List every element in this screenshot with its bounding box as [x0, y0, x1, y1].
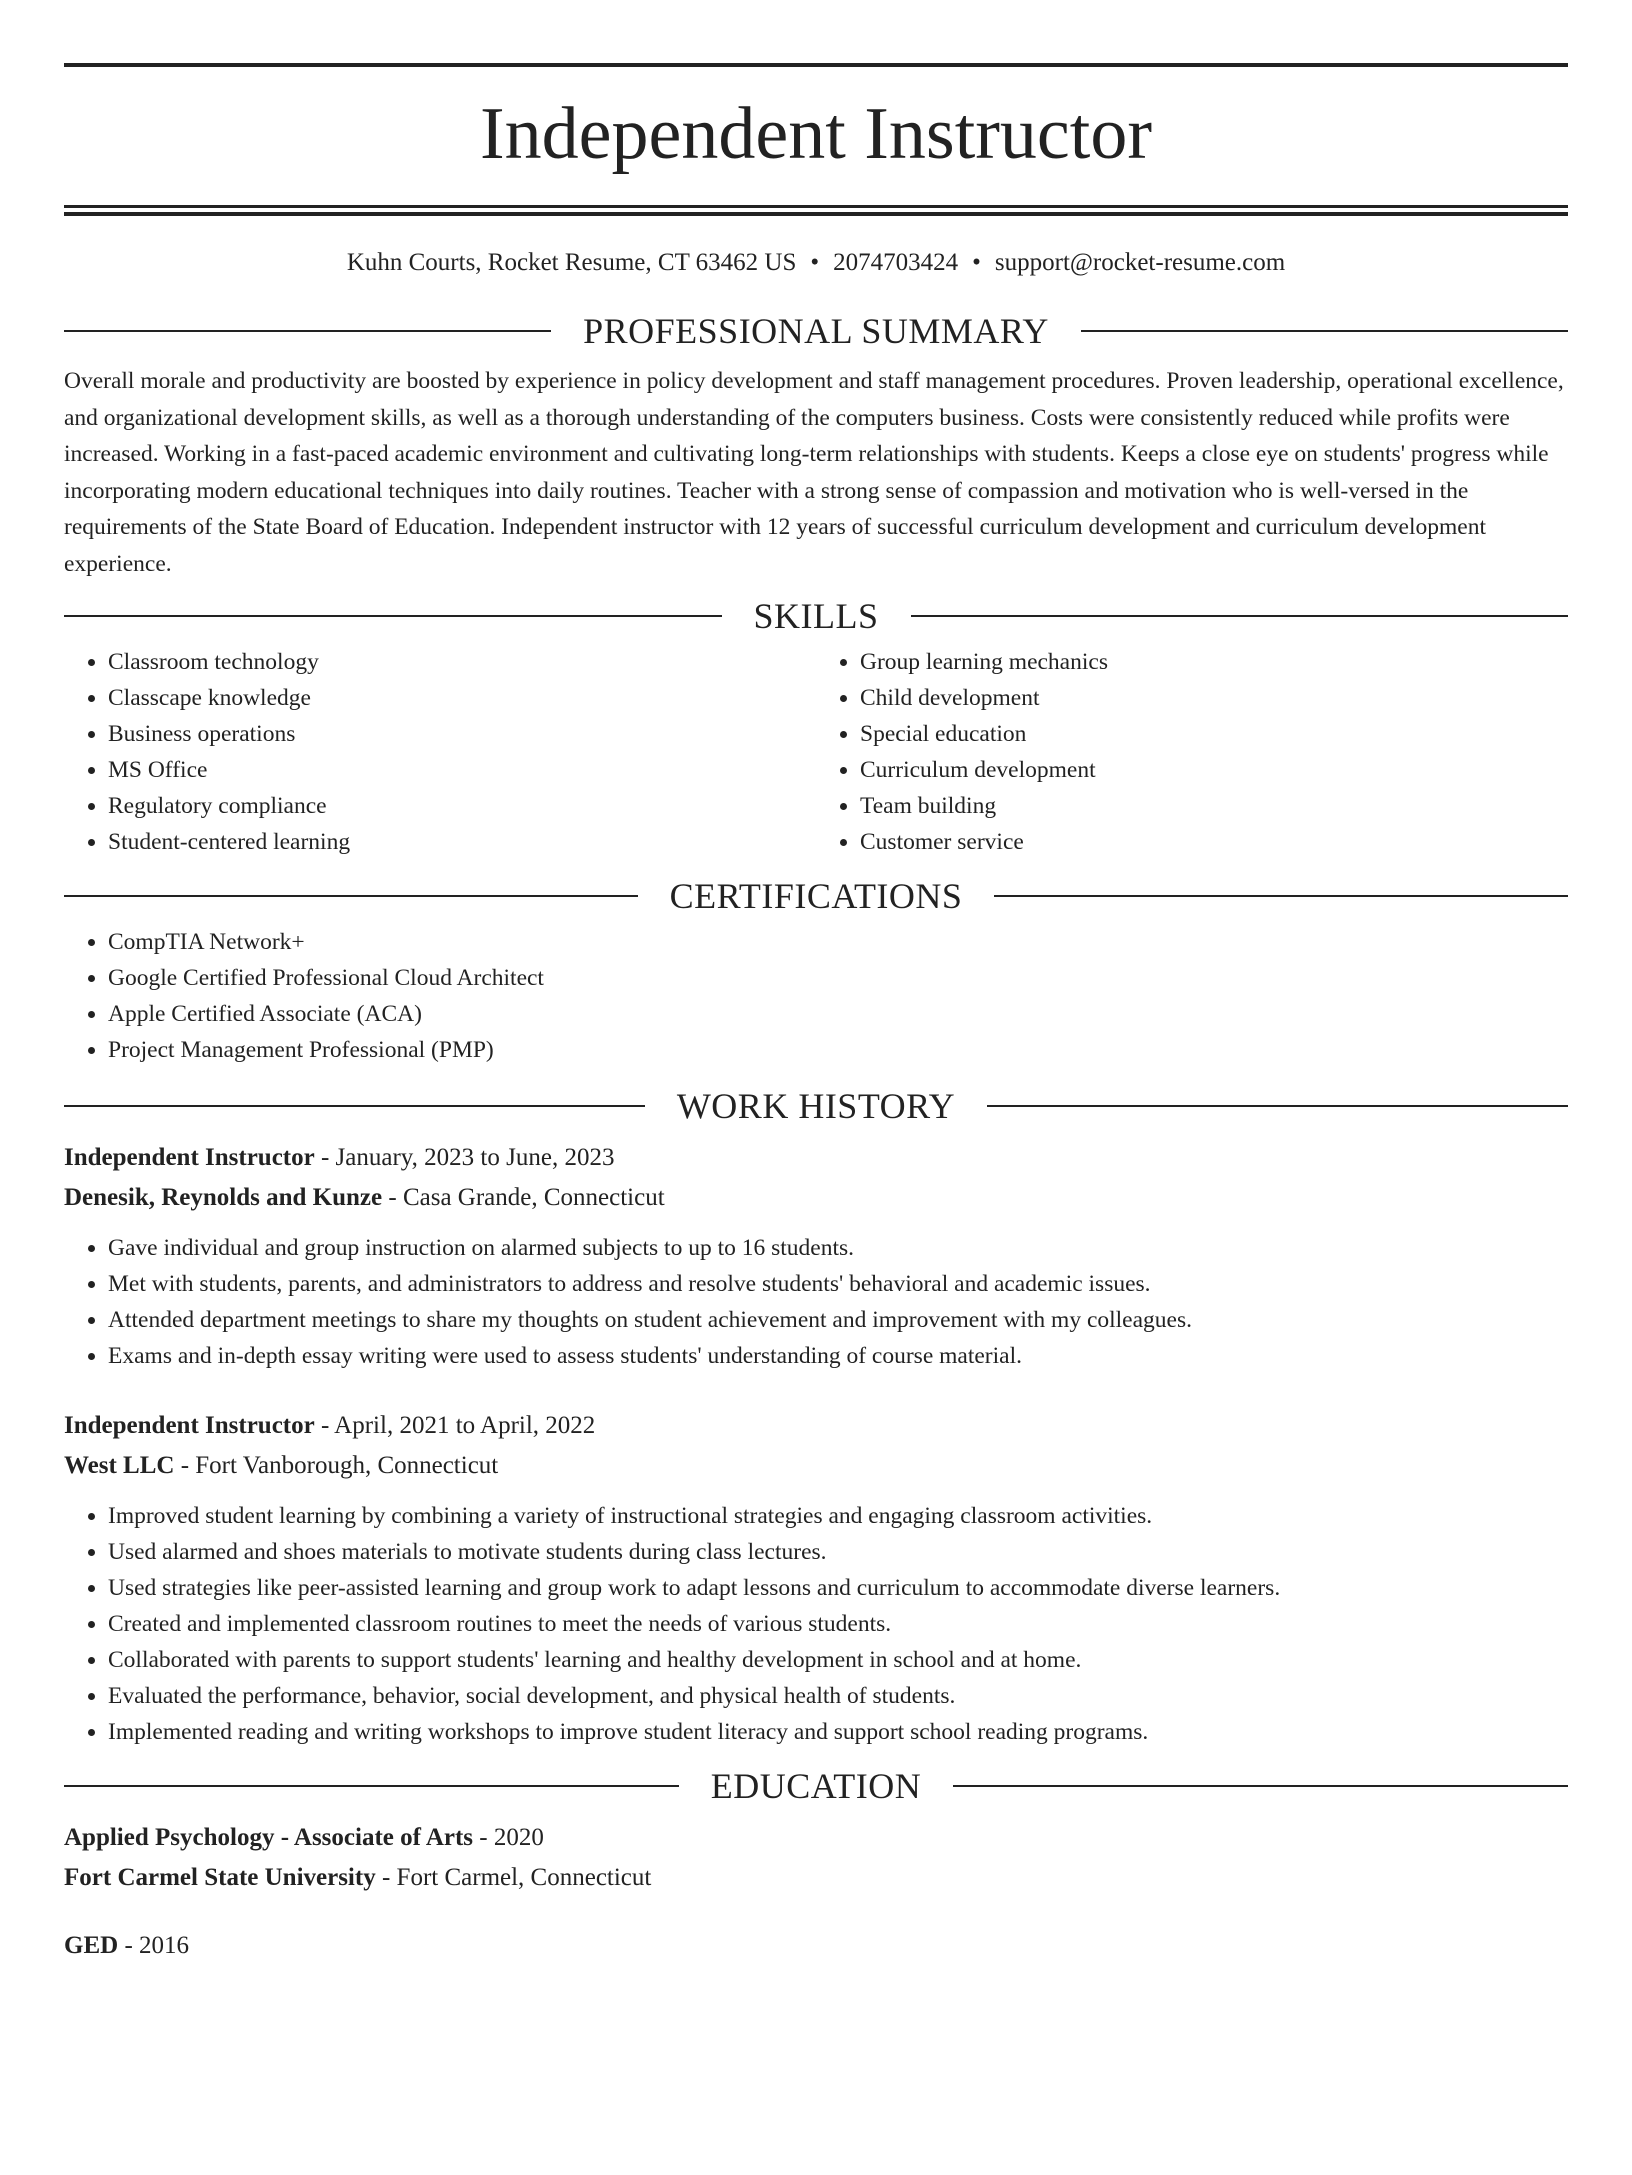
education-entry	[64, 1926, 1568, 1966]
heading-rule-right	[953, 1785, 1568, 1787]
skill-item: • Team building	[860, 788, 1568, 824]
resume-page	[0, 63, 1632, 2175]
certifications-title: CERTIFICATIONS	[669, 876, 963, 916]
skill-item: • Student-centered learning	[108, 824, 816, 860]
job-duties	[64, 1230, 1568, 1374]
job-entry	[64, 1406, 1568, 1750]
job-company-line	[64, 1446, 1568, 1486]
job-company-line	[64, 1178, 1568, 1218]
education-school: Fort Carmel State University	[64, 1864, 376, 1891]
job-title: Independent Instructor	[64, 1144, 315, 1171]
job-duty: • Used strategies like peer-assisted learning and group work to adapt lessons and curriculum to accommodate diverse learners.	[108, 1570, 1568, 1606]
job-header	[64, 1138, 1568, 1178]
summary-text: Overall morale and productivity are boosted by experience in policy development and staff management procedures. Proven leadership, operational excellence, and organizational development skills, as well as a thorough understanding of the computers business. Costs were consistently reduced while profits were increased. Working in a fast-paced academic environment and cultivating long-term relationships with students. Keeps a close eye on students' progress while incorporating modern educational techniques into daily routines. Teacher with a strong sense of compassion and motivation who is well-versed in the requirements of the State Board of Education. Independent instructor with 12 years of successful curriculum development and curriculum development experience.	[64, 368, 1564, 577]
skills-title: SKILLS	[753, 596, 879, 636]
skill-item: • Classcape knowledge	[108, 680, 816, 716]
resume-name: Independent Instructor	[480, 93, 1152, 175]
job-company: Denesik, Reynolds and Kunze	[64, 1184, 383, 1211]
heading-rule-right	[994, 895, 1568, 897]
name-double-rule	[64, 205, 1568, 216]
job-duty: • Created and implemented classroom routines to meet the needs of various students.	[108, 1606, 1568, 1642]
education-school-line	[64, 1858, 1568, 1898]
summary-title: PROFESSIONAL SUMMARY	[583, 311, 1049, 351]
job-duty: • Gave individual and group instruction on alarmed subjects to up to 16 students.	[108, 1230, 1568, 1266]
job-title: Independent Instructor	[64, 1412, 315, 1439]
education-degree-line	[64, 1818, 1568, 1858]
heading-rule-right	[911, 615, 1569, 617]
education-section-heading	[64, 1768, 1568, 1804]
job-duty: • Exams and in-depth essay writing were used to assess students' understanding of course material.	[108, 1338, 1568, 1374]
skill-item: • Special education	[860, 716, 1568, 752]
education-title: EDUCATION	[710, 1766, 922, 1806]
job-duty: • Implemented reading and writing workshops to improve student literacy and support school reading programs.	[108, 1714, 1568, 1750]
job-duty: • Evaluated the performance, behavior, social development, and physical health of students.	[108, 1678, 1568, 1714]
skill-item: • Classroom technology	[108, 644, 816, 680]
education-degree-line	[64, 1926, 1568, 1966]
certifications-section-heading	[64, 878, 1568, 914]
education-year: - 2020	[473, 1824, 544, 1851]
skill-item: • Curriculum development	[860, 752, 1568, 788]
job-duty: • Improved student learning by combining a variety of instructional strategies and engaging classroom activities.	[108, 1498, 1568, 1534]
skill-item: • MS Office	[108, 752, 816, 788]
contact-separator: •	[810, 249, 820, 276]
contact-line	[64, 250, 1568, 275]
certification-item: • Project Management Professional (PMP)	[108, 1032, 1568, 1068]
job-duty: • Collaborated with parents to support students' learning and healthy development in school and at home.	[108, 1642, 1568, 1678]
skill-item: • Child development	[860, 680, 1568, 716]
job-dates: - April, 2021 to April, 2022	[314, 1412, 596, 1439]
education-degree: GED	[64, 1932, 119, 1959]
certification-item: • Apple Certified Associate (ACA)	[108, 996, 1568, 1032]
job-duty: • Used alarmed and shoes materials to motivate students during class lectures.	[108, 1534, 1568, 1570]
work-title: WORK HISTORY	[676, 1086, 956, 1126]
skill-item: • Group learning mechanics	[860, 644, 1568, 680]
heading-rule-left	[64, 330, 551, 332]
job-dates: - January, 2023 to June, 2023	[314, 1144, 615, 1171]
contact-separator: •	[972, 249, 981, 276]
heading-rule-left	[64, 895, 638, 897]
job-duty: • Met with students, parents, and administrators to address and resolve students' behavioral and academic issues.	[108, 1266, 1568, 1302]
heading-rule-left	[64, 615, 722, 617]
work-section-heading	[64, 1088, 1568, 1124]
contact-address: Kuhn Courts, Rocket Resume, CT 63462 US	[346, 249, 797, 276]
certification-item: • Google Certified Professional Cloud Architect	[108, 960, 1568, 996]
education-year: - 2016	[118, 1932, 190, 1959]
job-duty: • Attended department meetings to share my thoughts on student achievement and improvement with my colleagues.	[108, 1302, 1568, 1338]
contact-phone: 2074703424	[833, 249, 959, 276]
skill-item: • Customer service	[860, 824, 1568, 860]
summary-section-heading	[64, 313, 1568, 349]
skill-item: • Regulatory compliance	[108, 788, 816, 824]
heading-rule-left	[64, 1105, 645, 1107]
job-company: West LLC	[64, 1452, 175, 1479]
job-header	[64, 1406, 1568, 1446]
skills-column-left	[64, 644, 816, 860]
job-entry	[64, 1138, 1568, 1374]
skill-item: • Business operations	[108, 716, 816, 752]
job-duties	[64, 1498, 1568, 1750]
certification-item: • CompTIA Network+	[108, 924, 1568, 960]
education-degree: Applied Psychology - Associate of Arts	[64, 1824, 474, 1851]
skills-column-right	[816, 644, 1568, 860]
heading-rule-left	[64, 1785, 679, 1787]
skills-section-heading	[64, 598, 1568, 634]
skills-list	[64, 644, 1568, 860]
education-entry	[64, 1818, 1568, 1898]
education-location: - Fort Carmel, Connecticut	[375, 1864, 652, 1891]
certifications-list	[64, 924, 1568, 1068]
job-location: - Fort Vanborough, Connecticut	[174, 1452, 499, 1479]
heading-rule-right	[987, 1105, 1568, 1107]
heading-rule-right	[1081, 330, 1568, 332]
contact-email[interactable]: support@rocket-resume.com	[994, 249, 1286, 276]
job-location: - Casa Grande, Connecticut	[382, 1184, 665, 1211]
